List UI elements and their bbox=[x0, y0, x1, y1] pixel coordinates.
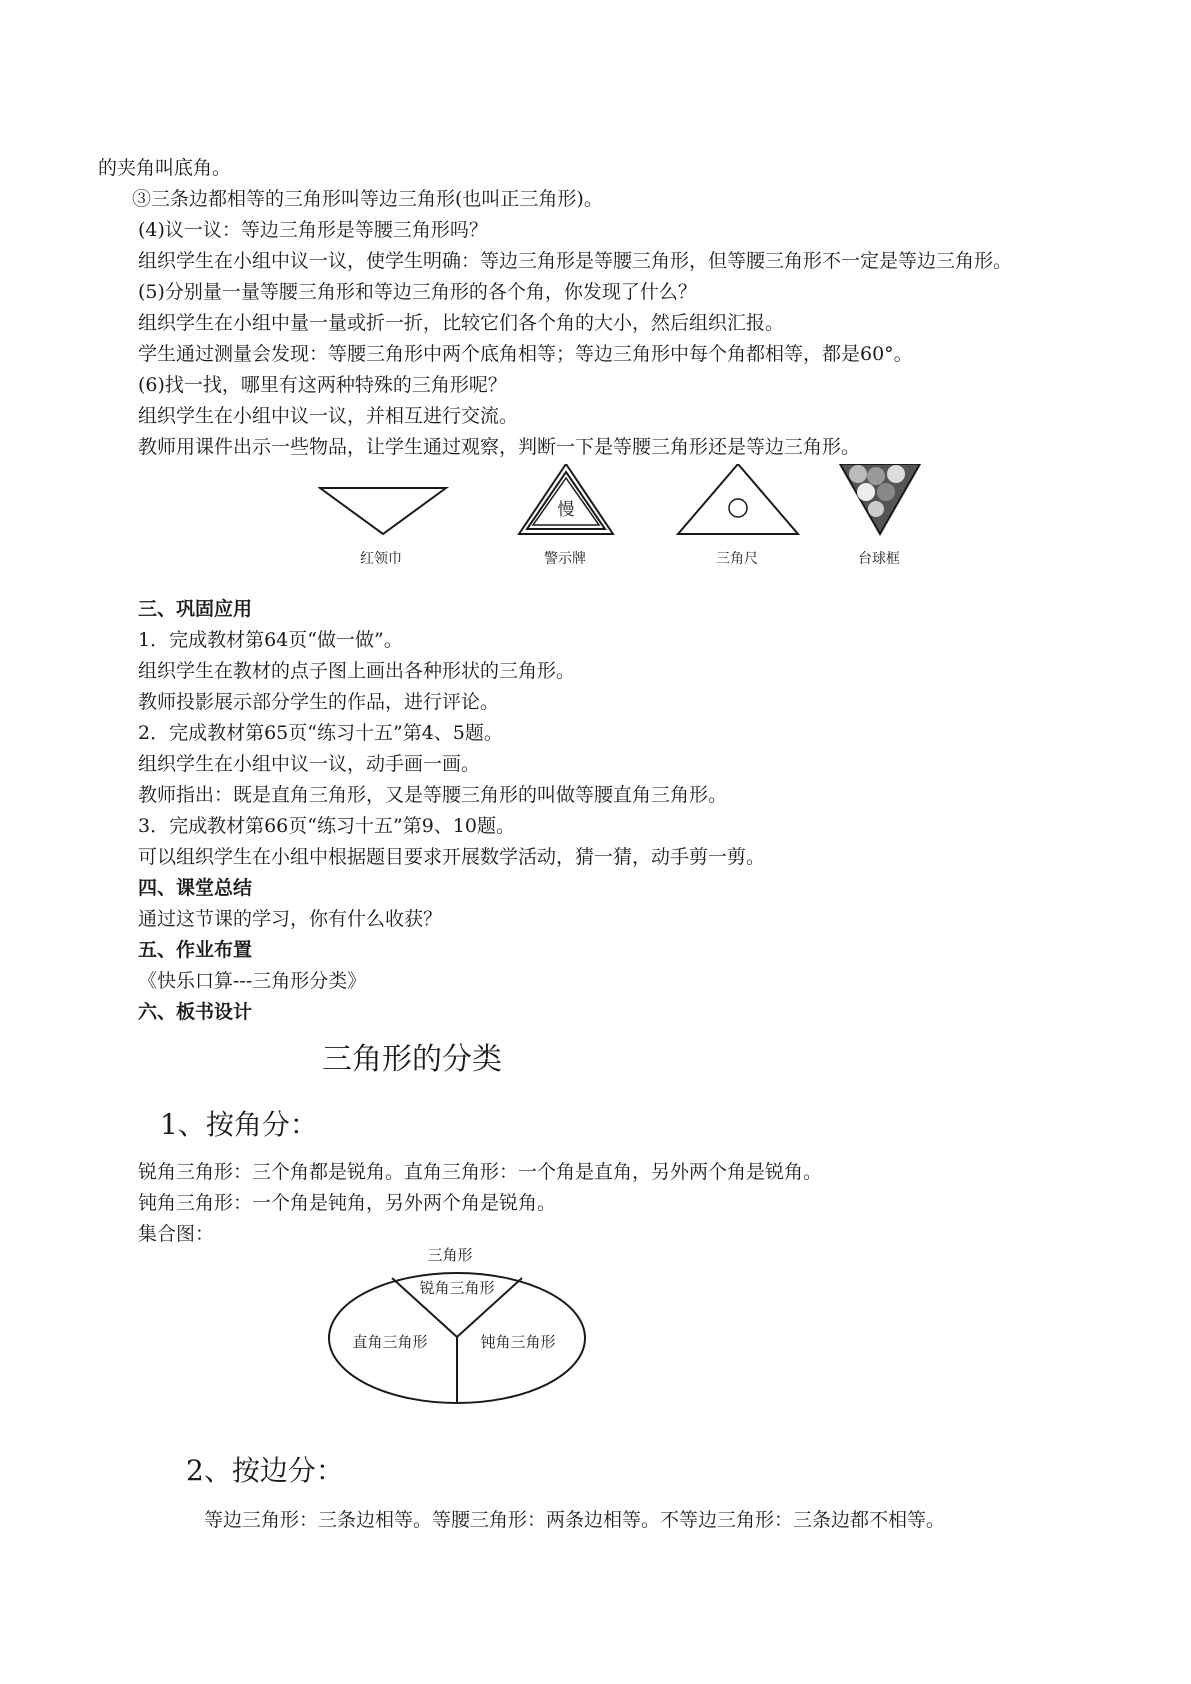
text-line: 组织学生在小组中议一议，使学生明确：等边三角形是等腰三角形，但等腰三角形不一定是等边三角形。 bbox=[138, 250, 1013, 272]
warning-sign-label: 警示牌 bbox=[544, 551, 586, 567]
set-outer-label: 三角形 bbox=[427, 1246, 473, 1264]
text-line: 3．完成教材第66页“练习十五”第9、10题。 bbox=[138, 815, 515, 837]
billiard-rack-label: 台球框 bbox=[858, 551, 900, 567]
text-line: 教师用课件出示一些物品，让学生通过观察，判断一下是等腰三角形还是等边三角形。 bbox=[138, 436, 861, 458]
set-obtuse-label: 钝角三角形 bbox=[480, 1333, 556, 1351]
text-line: 钝角三角形：一个角是钝角，另外两个角是锐角。 bbox=[138, 1192, 557, 1214]
text-line: 《快乐口算---三角形分类》 bbox=[138, 970, 367, 992]
section-heading: 五、作业布置 bbox=[138, 939, 253, 961]
triangle-objects-figure bbox=[318, 464, 940, 568]
red-scarf-triangle bbox=[320, 488, 446, 534]
text-line: 集合图： bbox=[138, 1223, 215, 1245]
triangle-set-diagram bbox=[326, 1243, 590, 1408]
text-line: (5)分别量一量等腰三角形和等边三角形的各个角，你发现了什么？ bbox=[138, 281, 697, 303]
text-line: 教师投影展示部分学生的作品，进行评论。 bbox=[138, 691, 500, 713]
by-angle-heading: 1、按角分： bbox=[160, 1108, 318, 1141]
text-line: 锐角三角形：三个角都是锐角。直角三角形：一个角是直角，另外两个角是锐角。 bbox=[138, 1161, 823, 1183]
text-line: 通过这节课的学习，你有什么收获？ bbox=[138, 908, 443, 930]
set-acute-label: 锐角三角形 bbox=[419, 1279, 495, 1297]
text-line: (6)找一找，哪里有这两种特殊的三角形呢？ bbox=[138, 374, 507, 396]
by-side-heading: 2、按边分： bbox=[186, 1454, 344, 1487]
section-heading: 六、板书设计 bbox=[138, 1001, 253, 1023]
section-heading: 三、巩固应用 bbox=[138, 598, 253, 620]
text-line: 组织学生在小组中量一量或折一折，比较它们各个角的大小，然后组织汇报。 bbox=[138, 312, 785, 334]
text-line: ③三条边都相等的三角形叫等边三角形(也叫正三角形)。 bbox=[132, 188, 603, 210]
text-line: 组织学生在小组中议一议，并相互进行交流。 bbox=[138, 405, 519, 427]
section-heading: 四、课堂总结 bbox=[138, 877, 253, 899]
set-right-angle-label: 直角三角形 bbox=[352, 1333, 428, 1351]
board-title: 三角形的分类 bbox=[322, 1042, 502, 1077]
red-scarf-label: 红领巾 bbox=[360, 551, 402, 567]
text-line: 等边三角形：三条边相等。等腰三角形：两条边相等。不等边三角形：三条边都不相等。 bbox=[204, 1509, 946, 1531]
text-line: 2．完成教材第65页“练习十五”第4、5题。 bbox=[138, 722, 503, 744]
warning-sign-outer bbox=[519, 464, 613, 534]
set-square-label: 三角尺 bbox=[716, 551, 758, 567]
text-line: 学生通过测量会发现：等腰三角形中两个底角相等；等边三角形中每个角都相等，都是60°。 bbox=[138, 343, 913, 365]
text-line: 教师指出：既是直角三角形，又是等腰三角形的叫做等腰直角三角形。 bbox=[138, 784, 728, 806]
warning-sign-text: 慢 bbox=[557, 500, 575, 520]
text-line: 可以组织学生在小组中根据题目要求开展数学活动，猜一猜，动手剪一剪。 bbox=[138, 846, 766, 868]
triangle-objects-drawing bbox=[318, 464, 940, 544]
text-line: 组织学生在教材的点子图上画出各种形状的三角形。 bbox=[138, 660, 576, 682]
set-diagram-drawing bbox=[326, 1243, 590, 1408]
set-square-hole bbox=[729, 499, 747, 517]
text-line: 的夹角叫底角。 bbox=[98, 157, 232, 179]
text-line: (4)议一议：等边三角形是等腰三角形吗？ bbox=[138, 219, 488, 241]
text-line: 1．完成教材第64页“做一做”。 bbox=[138, 629, 403, 651]
text-line: 组织学生在小组中议一议，动手画一画。 bbox=[138, 753, 481, 775]
